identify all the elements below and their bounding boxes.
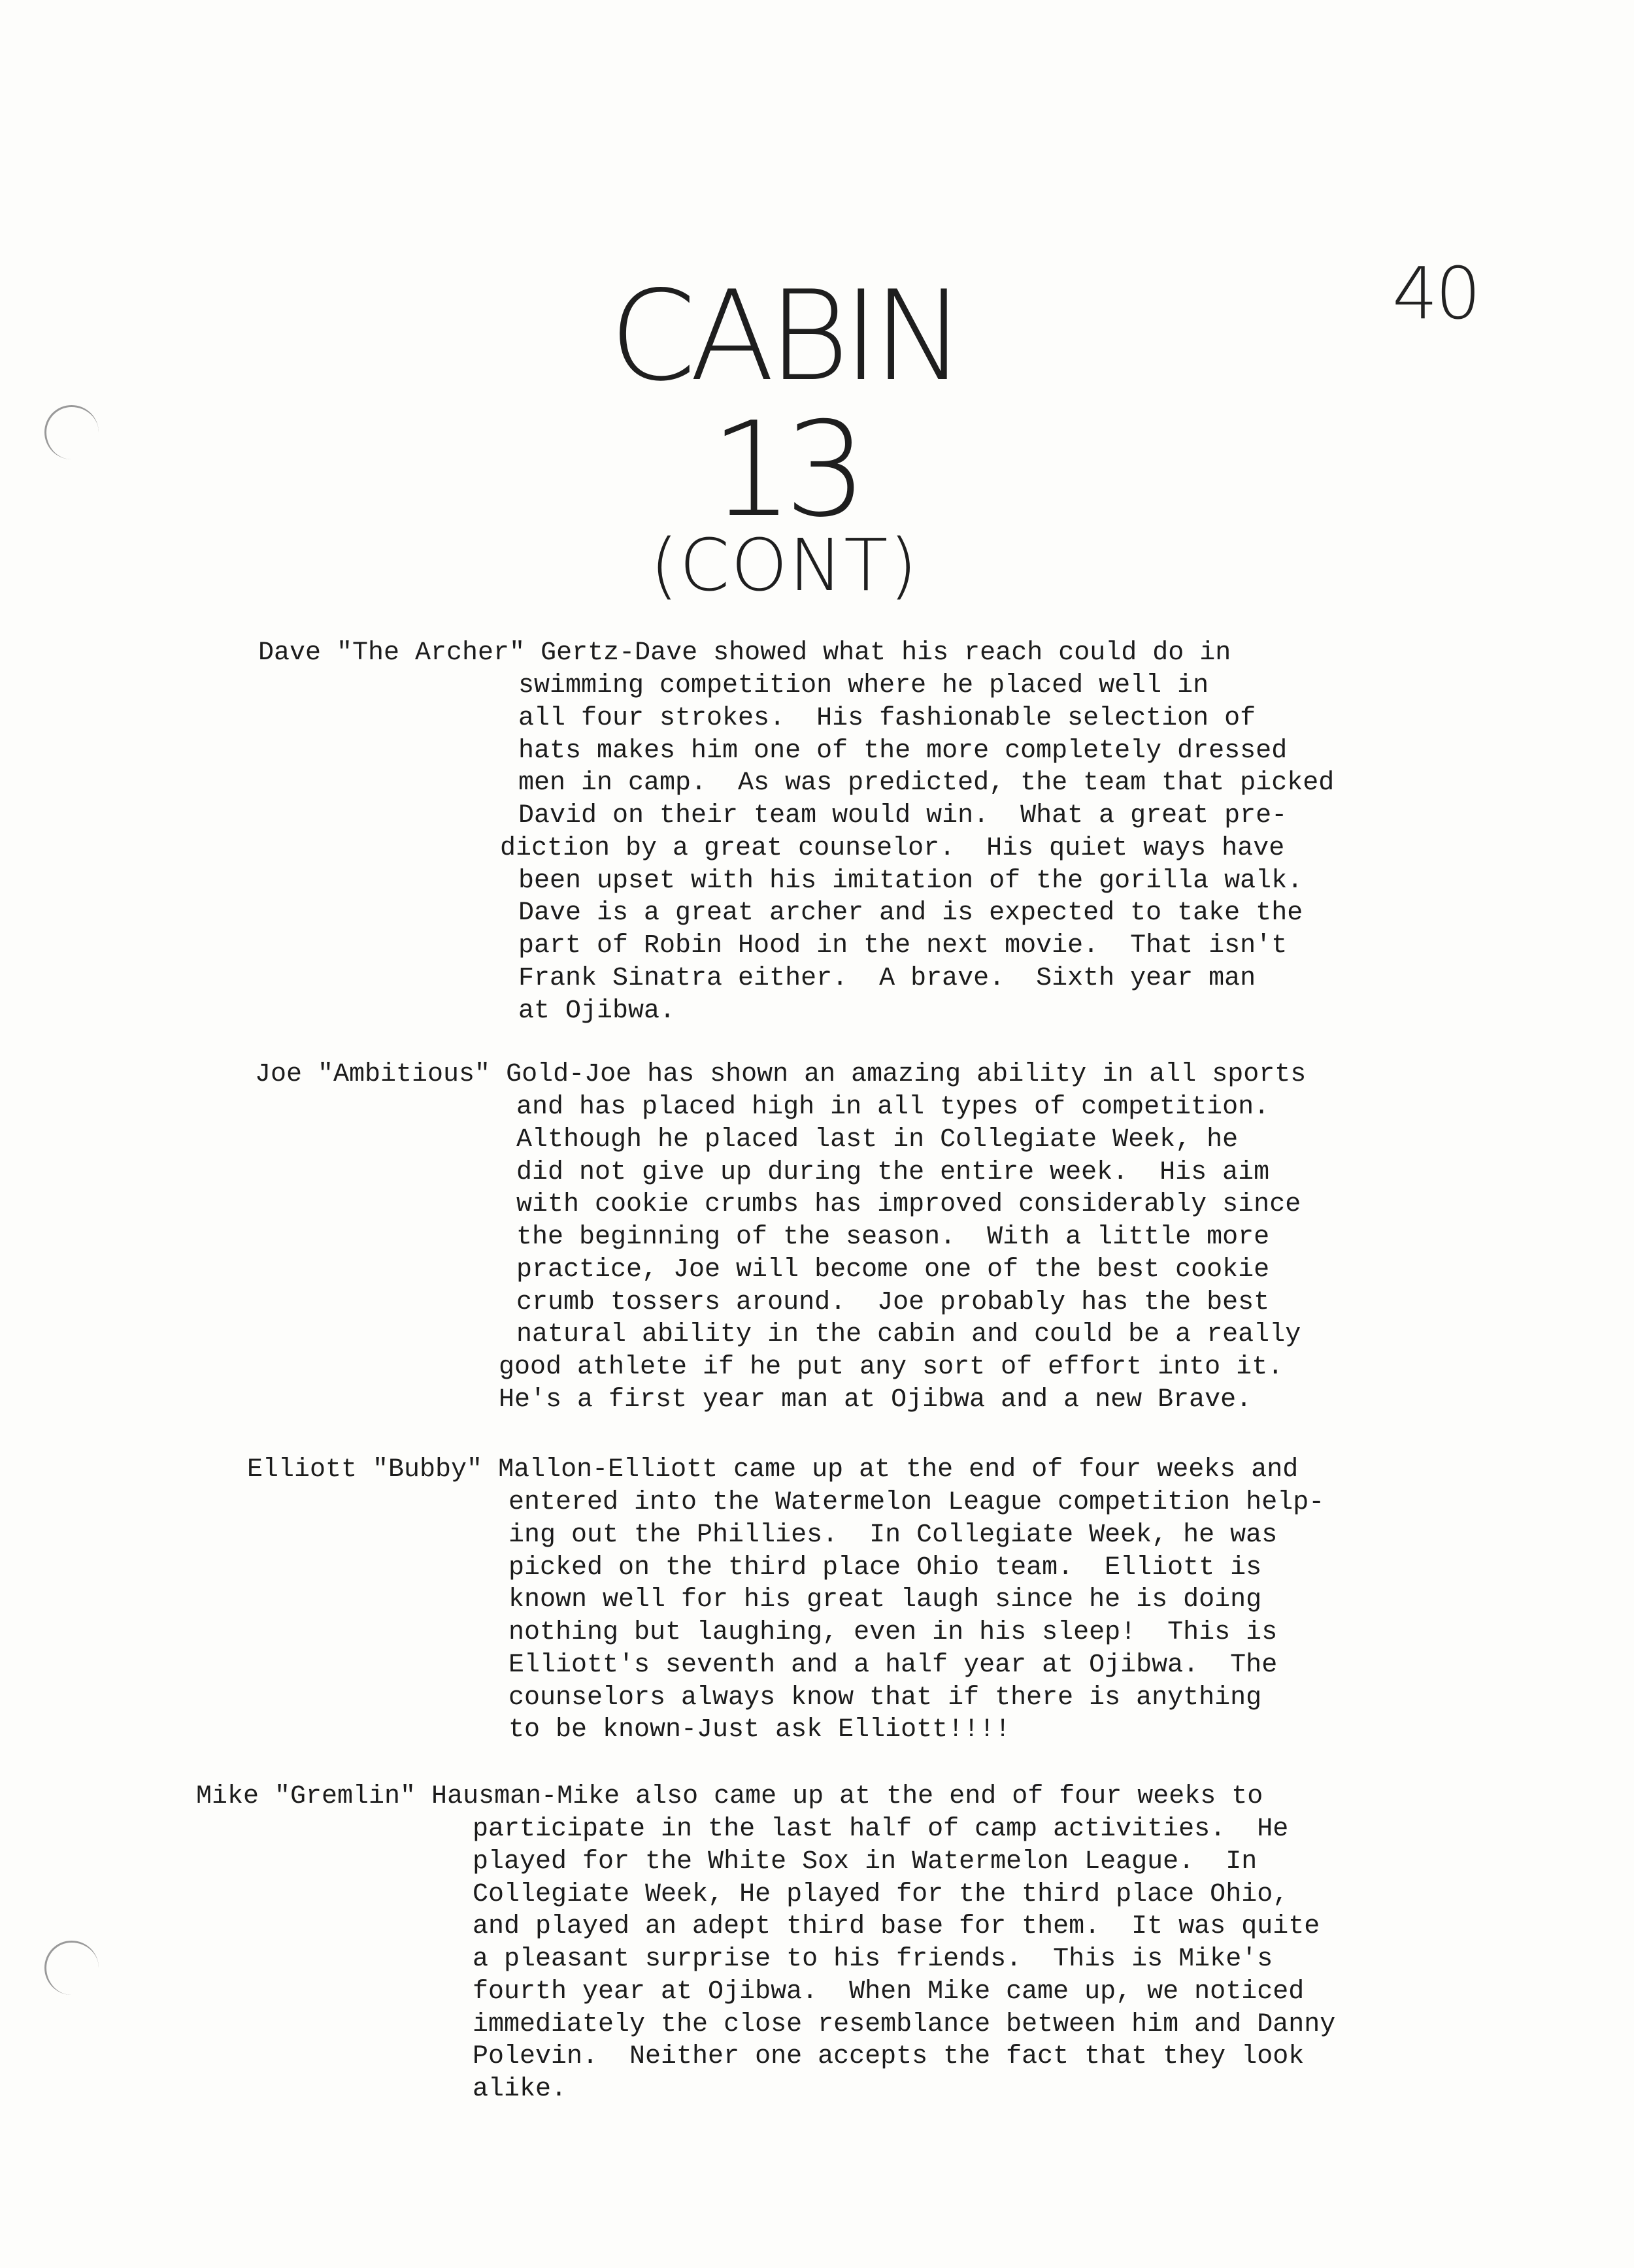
title-line-number: 13 xyxy=(710,394,859,546)
entry-line: hats makes him one of the more completely dressed xyxy=(518,736,1288,766)
entry-line: Frank Sinatra either. A brave. Sixth year man xyxy=(518,964,1256,993)
binder-hole-top xyxy=(44,405,99,459)
entry-line: alike. xyxy=(473,2075,567,2104)
entry-line: a pleasant surprise to his friends. This is Mike's xyxy=(473,1945,1273,1974)
entry-line: at Ojibwa. xyxy=(518,996,676,1026)
entry-line: picked on the third place Ohio team. Elliott is xyxy=(509,1553,1262,1583)
entry-line: natural ability in the cabin and could be a really xyxy=(516,1320,1301,1349)
entry-line: participate in the last half of camp activities. He xyxy=(473,1815,1289,1844)
entry-line: Dave "The Archer" Gertz-Dave showed what his reach could do in xyxy=(258,638,1231,668)
entry-line: fourth year at Ojibwa. When Mike came up, we noticed xyxy=(473,1977,1305,2007)
entry-line: good athlete if he put any sort of effort into it. xyxy=(499,1353,1284,1382)
entry-line: Elliott "Bubby" Mallon-Elliott came up at the end of four weeks and xyxy=(247,1455,1299,1485)
entry-line: swimming competition where he placed well in xyxy=(518,671,1209,700)
entry-line: all four strokes. His fashionable selection of xyxy=(518,704,1256,733)
entry-line: Collegiate Week, He played for the third place Ohio, xyxy=(473,1880,1289,1909)
entry-line: ing out the Phillies. In Collegiate Week, he was xyxy=(509,1520,1278,1550)
entry-line: Dave is a great archer and is expected to take the xyxy=(518,898,1303,928)
entry-line: to be known-Just ask Elliott!!!! xyxy=(509,1715,1011,1745)
page-number: 40 xyxy=(1392,252,1478,335)
entry-line: with cookie crumbs has improved considerably since xyxy=(516,1190,1301,1219)
entry-line: Although he placed last in Collegiate Week, he xyxy=(516,1125,1239,1155)
entry-line: part of Robin Hood in the next movie. That isn't xyxy=(518,931,1288,961)
title-line-cabin: CABIN xyxy=(609,264,959,408)
entry-line: Elliott's seventh and a half year at Ojibwa. The xyxy=(509,1651,1278,1680)
entry-line: immediately the close resemblance between him and Danny xyxy=(473,2010,1336,2039)
entry-line: did not give up during the entire week. His aim xyxy=(516,1158,1270,1187)
entry-line: and played an adept third base for them. It was quite xyxy=(473,1912,1320,1941)
page-title xyxy=(458,264,1111,608)
entry-line: counselors always know that if there is anything xyxy=(509,1683,1262,1713)
entry-line: diction by a great counselor. His quiet ways have xyxy=(500,834,1285,863)
binder-hole-bottom xyxy=(44,1941,99,1995)
entry-line: Joe "Ambitious" Gold-Joe has shown an amazing ability in all sports xyxy=(255,1060,1307,1089)
entry-line: practice, Joe will become one of the best cookie xyxy=(516,1255,1270,1285)
entry-line: David on their team would win. What a great pre- xyxy=(518,801,1288,830)
entry-line: nothing but laughing, even in his sleep! This is xyxy=(509,1618,1278,1647)
entry-line: men in camp. As was predicted, the team that picked xyxy=(518,768,1335,798)
entry-line: Mike "Gremlin" Hausman-Mike also came up at the end of four weeks to xyxy=(196,1782,1263,1811)
title-line-cont: (CONT) xyxy=(650,523,919,607)
entry-line: entered into the Watermelon League competition help- xyxy=(509,1488,1325,1517)
entry-line: crumb tossers around. Joe probably has the best xyxy=(516,1288,1270,1317)
entry-line: Polevin. Neither one accepts the fact that they look xyxy=(473,2042,1305,2071)
entry-line: and has placed high in all types of competition. xyxy=(516,1093,1270,1122)
entry-line: known well for his great laugh since he is doing xyxy=(509,1585,1262,1615)
entry-line: played for the White Sox in Watermelon League. In xyxy=(473,1847,1258,1877)
entry-line: been upset with his imitation of the gorilla walk. xyxy=(518,866,1303,896)
entry-line: the beginning of the season. With a little more xyxy=(516,1223,1270,1252)
entry-line: He's a first year man at Ojibwa and a new Brave. xyxy=(499,1385,1252,1415)
